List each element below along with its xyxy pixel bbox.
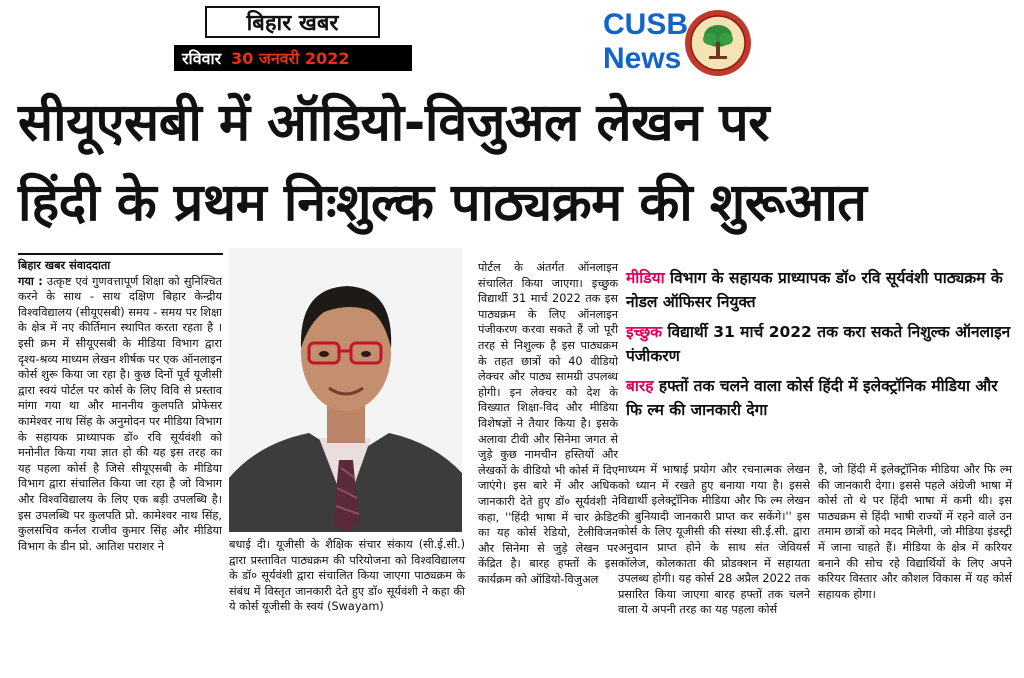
headline-line-2: हिंदी के प्रथम निःशुल्क पाठ्यक्रम की शुरूआत — [18, 173, 867, 233]
article-column-1 — [18, 258, 222, 554]
portrait-photo — [229, 248, 462, 532]
university-seal-icon — [683, 8, 753, 78]
masthead-box — [205, 6, 380, 38]
column-1-text: उत्कृष्ट एवं गुणवत्तापूर्ण शिक्षा को सुनिश्चित करने के साथ - साथ दक्षिण बिहार केन्द्रीय विश्वविद्यालय (सीयूएसबी) समय - समय पर शिक्षा के क्षेत्र में नए कीर्तिमान स्थापित करता रहता है । इसी क्रम में सीयूएसबी के मीडिया विभाग द्वारा दृश्य-श्रव्य माध्यम लेखन शीर्षक पर एक ऑनलाइन कोर्स शुरू किया जा रहा है। कुछ दिनों पूर्व यूजीसी द्वारा स्वयं पोर्टल पर कोर्स के लिए विवि से प्रस्ताव मांगा गया था और माननीय कुलपति प्रोफेसर कामेश्वर नाथ सिंह के अनुमोदन पर मीडिया विभाग के सहायक प्राध्यापक डॉ० रवि सूर्यवंशी को मनोनीत किया गया ज्ञात हो की यह इस तरह का यह पहला कोर्स है जिसे सीयूएसबी के मीडिया विभाग द्वारा संचालित किया जा रहा है जो विभाग और विश्वविद्यालय के लिए एक बड़ी उपलब्धि है। इस उपलब्धि पर कुलपति प्रो. कामेश्वर नाथ सिंह, कुलसचिव कर्नल राजीव कुमार सिंह और मीडिया विभाग के डीन प्रो. आतिश पराशर ने — [18, 274, 223, 553]
highlight-text: विभाग के सहायक प्राध्यापक डॉ० रवि सूर्यवंशी पाठ्यक्रम के नोडल ऑफिसर नियुक्त — [626, 269, 1003, 311]
article-column-5 — [818, 462, 1012, 602]
byline: बिहार खबर संवाददाता — [18, 259, 111, 272]
column-3-text: पोर्टल के अंतर्गत ऑनलाइन संचालित किया जाएगा। इच्छुक विद्यार्थी 31 मार्च 2022 तक इस पाठ्यक्रम के लिए ऑनलाइन पंजीकरण करवा सकते हैं जो पूरी तरह से निशुल्क है इस पाठ्यक्रम के तहत छात्रों को 40 वीडियो लेक्चर और पाठ्य सामग्री उपलब्ध होगी। इन लेक्चर को देश के विख्यात शिक्षा-विद और मीडिया विशेषज्ञों ने तैयार किया है। इसके अलावा टीवी और सिनेमा जगत से जुड़े कुछ नामचीन हस्तियों और लेखकों के वीडियो भी कोर्स में दिए जाएंगे। इस बारे में और अधिक जानकारी देते हुए डॉ० सूर्यवंशी ने कहा, ''हिंदी भाषा में चार क्रेडिट का यह कोर्स रेडियो, टेलीविजन और सिनेमा से जुड़े लेखन पर केंद्रित है। बारह हफ्तों के इस कार्यक्रम को ऑडियो-विजुअल — [478, 261, 618, 586]
highlight-keyword: बारह — [626, 377, 654, 395]
column-2-text: बधाई दी। यूजीसी के शैक्षिक संचार संकाय (सी.ई.सी.) द्वारा प्रस्तावित पाठ्यक्रम की परियोजना को विश्वविद्यालय के डॉ० सूर्यवंशी द्वारा संचालित किया जाएगा पाठ्यक्रम के संबंध में विस्तृत जानकारी देते हुए डॉ० सूर्यवंशी ने कहा की ये कोर्स यूजीसी के स्वयं (Swayam) — [229, 538, 465, 614]
article-column-4 — [618, 462, 810, 618]
dateline-place: गया : — [18, 274, 43, 288]
highlight-keyword: इच्छुक — [626, 323, 663, 341]
article-column-2 — [229, 537, 465, 615]
column-5-text: है, जो हिंदी में इलेक्ट्रॉनिक मीडिया और फि ल्म की जानकारी देगा। इससे पहले अंग्रेजी भाषा में कोर्स तो थे पर हिंदी भाषा में कमी थी। इस पाठ्यक्रम से हिंदी भाषी राज्यों में रहने वाले उन तमाम छात्रों को मदद मिलेगी, जो मीडिया इंडस्ट्री में जाना चाहते हैं। मीडिया के क्षेत्र में करियर बनाने की सोच रहे विद्यार्थियों के लिए अपने करियर विस्तार और कौशल विकास में यह कोर्स सहायक होगा। — [818, 463, 1012, 601]
highlight-item — [626, 374, 1014, 422]
byline-rule — [18, 253, 223, 255]
logo-line1: CUSB — [603, 8, 689, 41]
highlight-item — [626, 266, 1014, 314]
highlight-item — [626, 320, 1014, 368]
masthead-date: 30 जनवरी 2022 — [231, 49, 350, 68]
date-bar — [174, 45, 412, 71]
article-column-3 — [478, 260, 618, 587]
highlight-text: विद्यार्थी 31 मार्च 2022 तक करा सकते निशुल्क ऑनलाइन पंजीकरण — [626, 323, 1011, 365]
highlight-keyword: मीडिया — [626, 269, 665, 287]
highlights-box — [626, 266, 1014, 428]
cusb-news-logo — [603, 8, 689, 75]
masthead-name: बिहार खबर — [246, 11, 339, 36]
column-4-text: माध्यम में भाषाई प्रयोग और रचनात्मक लेखन को ध्यान में रखते हुए बनाया गया है। इससे विद्यार्थी इलेक्ट्रॉनिक मीडिया और फि ल्म लेखन की बुनियादी जानकारी प्राप्त कर सकेंगे।'' इस कोर्स के लिए यूजीसी की संस्था सी.ई.सी. द्वारा अनुदान प्राप्त होने के साथ संत जेवियर्स कॉलेज, कोलकाता की प्रोडक्शन में सहायता उपलब्ध होगी। यह कोर्स 28 अप्रैल 2022 तक प्रसारित किया जाएगा बारह हफ्तों तक चलने वाला ये अपनी तरह का यह पहला कोर्स — [618, 463, 810, 617]
headline-line-1: सीयूएसबी में ऑडियो-विजुअल लेखन पर — [18, 93, 769, 153]
highlight-text: हफ्तों तक चलने वाला कोर्स हिंदी में इलेक्ट्रॉनिक मीडिया और फि ल्म की जानकारी देगा — [626, 377, 998, 419]
masthead-day: रविवार — [182, 49, 222, 68]
logo-line2: News — [603, 42, 682, 75]
